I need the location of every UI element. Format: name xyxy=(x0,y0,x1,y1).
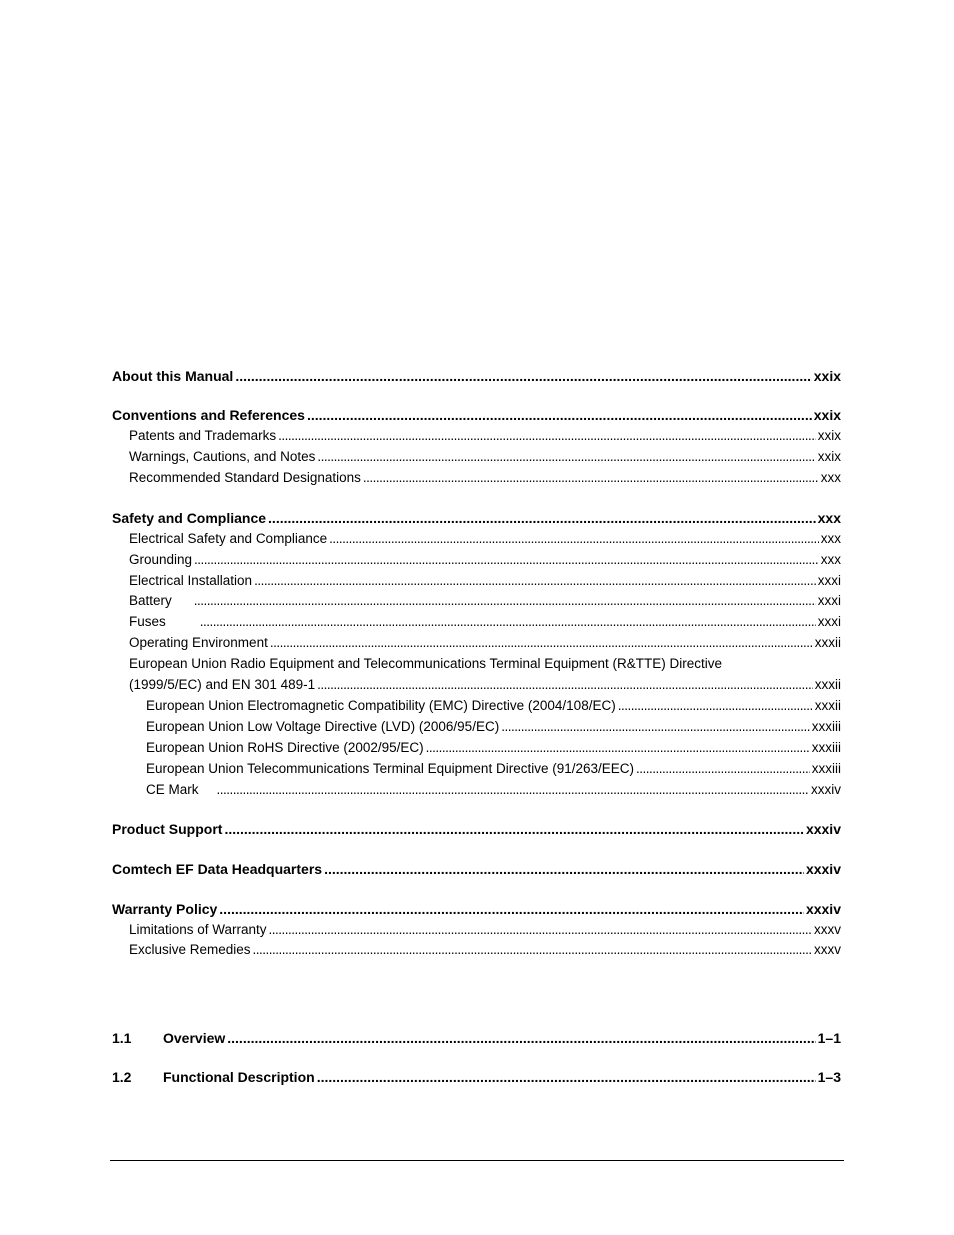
toc-entry-remedies[interactable] xyxy=(112,940,841,960)
dot-leader xyxy=(194,550,819,570)
dot-leader xyxy=(227,1028,815,1048)
dot-leader xyxy=(317,1067,816,1087)
toc-entry-recommended[interactable] xyxy=(112,468,841,488)
dot-leader xyxy=(219,899,804,919)
toc-title: Safety and Compliance xyxy=(112,510,267,526)
dot-leader xyxy=(224,819,804,839)
toc-title: Electrical Installation xyxy=(129,573,253,588)
dot-leader xyxy=(217,780,809,800)
dot-leader xyxy=(636,759,810,779)
toc-page: xxx xyxy=(820,531,841,546)
toc-entry-operating-environment[interactable] xyxy=(112,633,841,653)
dot-leader xyxy=(618,696,813,716)
toc-entry-warranty[interactable] xyxy=(112,899,841,919)
dot-leader xyxy=(426,738,810,758)
toc-page: xxxiv xyxy=(805,821,841,837)
toc-title: Product Support xyxy=(112,821,223,837)
toc-title: (1999/5/EC) and EN 301 489-1 xyxy=(129,677,316,692)
toc-title: Warnings, Cautions, and Notes xyxy=(129,449,316,464)
dot-leader xyxy=(501,717,810,737)
toc-page: xxxiii xyxy=(811,761,841,776)
toc-page: xxxii xyxy=(814,698,841,713)
dot-leader xyxy=(200,612,816,632)
dot-leader xyxy=(324,859,804,879)
toc-entry-product-support[interactable] xyxy=(112,819,841,839)
toc-title: Warranty Policy xyxy=(112,901,218,917)
toc-page: xxxiv xyxy=(811,782,841,797)
dot-leader xyxy=(268,508,816,528)
toc-page: 1–3 xyxy=(817,1069,841,1085)
section-number: 1.1 xyxy=(112,1030,132,1046)
toc-title: Grounding xyxy=(129,552,193,567)
toc-entry-limitations[interactable] xyxy=(112,920,841,940)
toc-title: Exclusive Remedies xyxy=(129,942,251,957)
dot-leader xyxy=(317,447,815,467)
toc-page: xxxiv xyxy=(805,861,841,877)
toc-title: Patents and Trademarks xyxy=(129,428,277,443)
toc-page: xxxv xyxy=(814,942,841,957)
toc-page: xxxi xyxy=(817,573,841,588)
toc-title: Recommended Standard Designations xyxy=(129,470,361,485)
toc-page: xxxi xyxy=(817,614,841,629)
toc-entry-battery[interactable] xyxy=(112,591,841,611)
toc-page: xxxiv xyxy=(805,901,841,917)
toc-entry-headquarters[interactable] xyxy=(112,859,841,879)
toc-page: xxxi xyxy=(817,593,841,608)
dot-leader xyxy=(363,468,819,488)
toc-entry-telecom[interactable] xyxy=(112,759,841,779)
toc-entry-emc[interactable] xyxy=(112,696,841,716)
toc-title: Electrical Safety and Compliance xyxy=(129,531,328,546)
toc-title: Conventions and References xyxy=(112,407,305,423)
toc-page: xxxiii xyxy=(811,719,841,734)
toc-entry-about[interactable] xyxy=(112,366,841,386)
toc-entry-rtte[interactable] xyxy=(112,675,841,695)
toc-entry-conventions[interactable] xyxy=(112,405,841,425)
section-number: 1.2 xyxy=(112,1069,132,1085)
toc-entry-ce-mark[interactable] xyxy=(112,780,841,800)
toc-title: European Union Telecommunications Terminal Equipment Directive (91/263/EEC) xyxy=(146,761,634,776)
toc-entry-rohs[interactable] xyxy=(112,738,841,758)
toc-page: xxix xyxy=(817,449,841,464)
dot-leader xyxy=(270,633,813,653)
dot-leader xyxy=(253,940,812,960)
toc-title: About this Manual xyxy=(112,368,234,384)
dot-leader xyxy=(307,405,812,425)
toc-page: xxxiii xyxy=(811,740,841,755)
toc-title: Functional Description xyxy=(163,1069,315,1085)
dot-leader xyxy=(278,426,816,446)
footer-divider xyxy=(110,1160,844,1161)
toc-entry-functional-description[interactable] xyxy=(112,1067,841,1087)
toc-page: 1–1 xyxy=(817,1030,841,1046)
toc-title: Comtech EF Data Headquarters xyxy=(112,861,323,877)
dot-leader xyxy=(235,366,811,386)
toc-title: Limitations of Warranty xyxy=(129,922,267,937)
toc-page: xxxii xyxy=(814,677,841,692)
toc-title: Operating Environment xyxy=(129,635,268,650)
toc-entry-electrical-safety[interactable] xyxy=(112,529,841,549)
toc-page: xxx xyxy=(820,552,841,567)
toc-page: xxxii xyxy=(814,635,841,650)
toc-entry-lvd[interactable] xyxy=(112,717,841,737)
toc-entry-overview[interactable] xyxy=(112,1028,841,1048)
toc-page: xxx xyxy=(817,510,841,526)
toc-entry-safety[interactable] xyxy=(112,508,841,528)
toc-entry-warnings[interactable] xyxy=(112,447,841,467)
toc-entry-grounding[interactable] xyxy=(112,550,841,570)
toc-title: Battery xyxy=(129,593,172,608)
dot-leader xyxy=(329,529,819,549)
toc-entry-rtte-line1[interactable]: European Union Radio Equipment and Telecommunications Terminal Equipment (R&TTE) Directive xyxy=(129,656,723,671)
dot-leader xyxy=(317,675,813,695)
toc-title: European Union Low Voltage Directive (LVD) (2006/95/EC) xyxy=(146,719,500,734)
toc-entry-fuses[interactable] xyxy=(112,612,841,632)
toc-title: Fuses xyxy=(129,614,166,629)
toc-entry-patents[interactable] xyxy=(112,426,841,446)
toc-page: xxix xyxy=(813,407,841,423)
dot-leader xyxy=(269,920,812,940)
toc-title: European Union Electromagnetic Compatibility (EMC) Directive (2004/108/EC) xyxy=(146,698,616,713)
dot-leader xyxy=(254,571,816,591)
toc-title: European Union RoHS Directive (2002/95/EC) xyxy=(146,740,424,755)
toc-entry-electrical-installation[interactable] xyxy=(112,571,841,591)
toc-page: xxix xyxy=(813,368,841,384)
toc-title: CE Mark xyxy=(146,782,199,797)
toc-page: xxxv xyxy=(814,922,841,937)
toc-title: Overview xyxy=(163,1030,226,1046)
toc-page: xxix xyxy=(817,428,841,443)
dot-leader xyxy=(194,591,816,611)
toc-page: xxx xyxy=(820,470,841,485)
